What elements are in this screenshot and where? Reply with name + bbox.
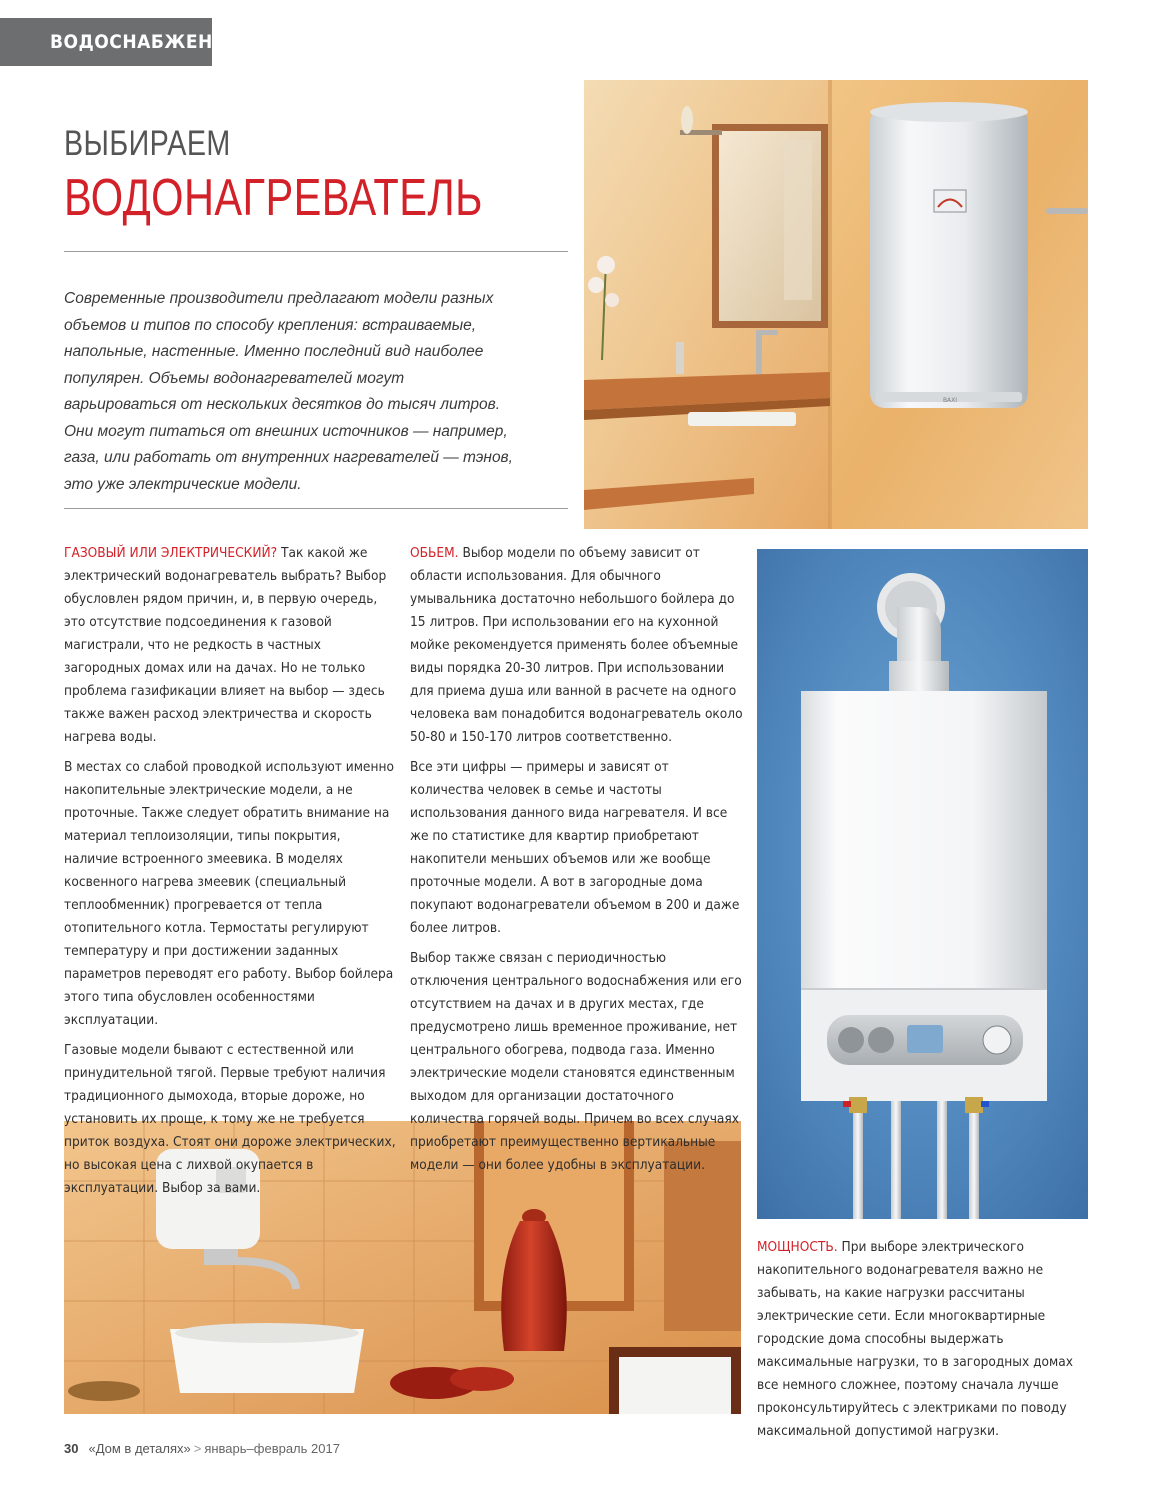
paragraph: Выбор также связан с периодичностью отключения центрального водоснабжения или его отсутствием на дачах и в других местах, где предусмотрено лишь временное проживание, нет центрального обогрева, подвода газа. Именно электрические модели становятся единственным выходом для организации достаточного количества горячей воды. Причем во всех случаях приобретают преимущественно вертикальные модели — они более удобны в эксплуатации. <box>410 950 742 1173</box>
title-kicker: ВЫБИРАЕМ <box>64 124 231 163</box>
article-column-3 <box>757 1236 1087 1450</box>
article-column-2 <box>410 542 744 1184</box>
paragraph: Газовые модели бывают с естественной или принудительной тягой. Первые требуют наличия традиционного дымохода, вторые дороже, но установить их проще, к тому же не требуется приток воздуха. Стоят они дороже электрических, но высокая цена с лихвой окупается в эксплуатации. Выбор за вами. <box>64 1042 396 1196</box>
page-footer <box>64 1441 340 1456</box>
lead-paragraph: Современные производители предлагают модели разных объемов и типов по способу крепления: встраиваемые, напольные, настенные. Именно последний вид наиболее популярен. Объемы водонагревателей могут варьироваться от нескольких десятков до тысяч литров. Они могут питаться от внешних источников — например, газа, или работать от внутренних нагревателей — тэнов, это уже электрические модели. <box>64 290 513 493</box>
photo-gas-boiler <box>757 549 1088 1219</box>
section-tag: ВОДОСНАБЖЕНИЕ <box>0 18 212 66</box>
subhead-power: МОЩНОСТЬ. <box>757 1239 838 1255</box>
subhead-gas-or-electric: ГАЗОВЫЙ ИЛИ ЭЛЕКТРИЧЕСКИЙ? <box>64 545 278 561</box>
paragraph: Все эти цифры — примеры и зависят от количества человек в семье и частоты использования данного вида нагревателя. И все же по статистике для квартир приобретают накопители меньших объемов или же вообще проточные модели. А вот в загородные дома покупают водонагреватели объемом в 200 и даже более литров. <box>410 759 740 936</box>
issue-date: январь–февраль 2017 <box>204 1441 340 1456</box>
subhead-volume: ОБЬЕМ. <box>410 545 459 561</box>
paragraph: ОБЬЕМ. Выбор модели по объему зависит от области использования. Для обычного умывальника достаточно небольшого бойлера до 15 литров. При использовании его на кухонной мойке рекомендуется применять более объемные виды порядка 20-30 литров. При использовании для приема душа или ванной в расчете на одного человека вам понадобится водонагреватель около 50-80 и 150-170 литров соответственно. <box>410 545 743 745</box>
article-column-1 <box>64 542 396 1207</box>
paragraph: ГАЗОВЫЙ ИЛИ ЭЛЕКТРИЧЕСКИЙ? Так какой же электрический водонагреватель выбрать? Выбор обусловлен рядом причин, и, в первую очередь, это отсутствие подсоединения к газовой магистрали, что не редкость в частных загородных домах или на дачах. Но не только проблема газификации влияет на выбор — здесь также важен расход электричества и скорость нагрева воды. <box>64 545 387 745</box>
lead-rule <box>64 508 568 509</box>
paragraph: В местах со слабой проводкой используют именно накопительные электрические модели, а не проточные. Также следует обратить внимание на материал теплоизоляции, типы покрытия, наличие встроенного змеевика. В моделях косвенного нагрева змеевик (специальный теплообменник) прогревается от тепла отопительного котла. Термостаты регулируют температуру и при достижении заданных параметров переводят его работу. Выбор бойлера этого типа обусловлен особенностями эксплуатации. <box>64 759 394 1028</box>
footer-separator: > <box>193 1441 202 1456</box>
page-title: ВОДОНАГРЕВАТЕЛЬ <box>64 169 483 227</box>
paragraph: МОЩНОСТЬ. При выборе электрического накопительного водонагревателя важно не забывать, на какие нагрузки рассчитаны электрические сети. Если многоквартирные городские дома способны выдержать максимальные нагрузки, то в загородных домах все немного сложнее, поэтому сначала лучше проконсультируйтесь с электриками по поводу максимальной допустимой нагрузки. <box>757 1239 1073 1439</box>
title-rule <box>64 251 568 252</box>
magazine-name: «Дом в деталях» <box>88 1441 191 1456</box>
page-number: 30 <box>64 1441 79 1456</box>
tank-brand-label: BAXI <box>942 397 958 404</box>
photo-bathroom-tank-heater <box>584 80 1088 529</box>
